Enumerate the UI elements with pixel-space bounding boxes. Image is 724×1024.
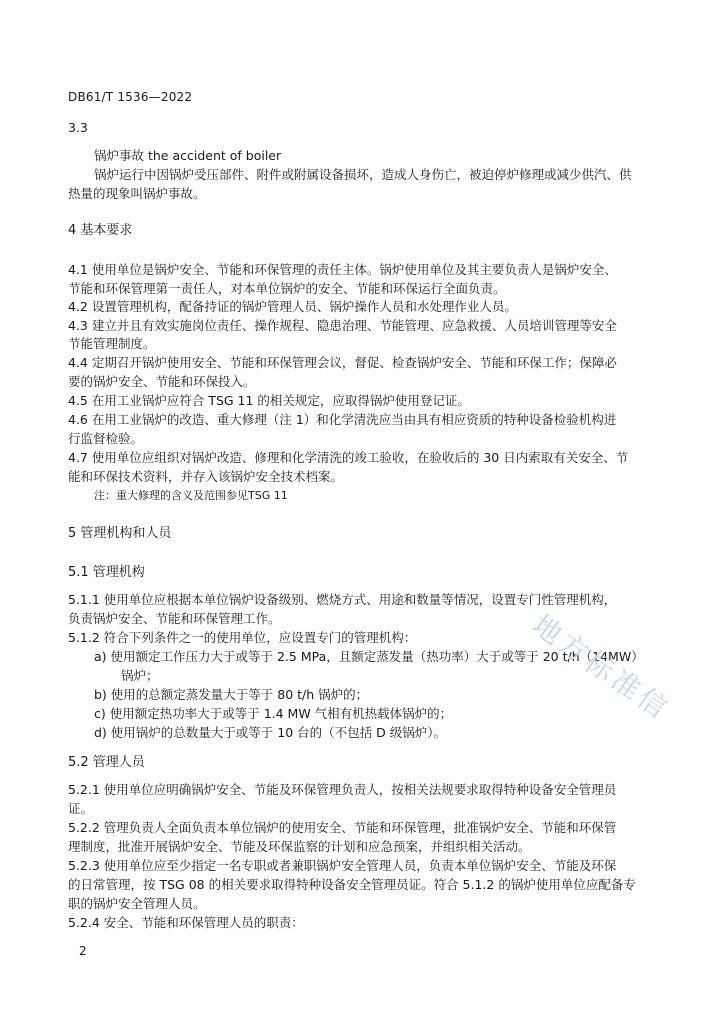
list-item-a-cont: 锅炉；	[121, 668, 159, 683]
clause-4-5: 4.5 在用工业锅炉应符合 TSG 11 的相关规定，应取得锅炉使用登记证。	[68, 393, 470, 408]
clause-4-4-cont: 要的锅炉安全、节能和环保投入。	[68, 374, 256, 389]
clause-5-2-1-cont: 证。	[68, 801, 94, 816]
clause-5-2-4: 5.2.4 安全、节能和环保管理人员的职责：	[68, 915, 304, 930]
list-item-c: c) 使用额定热功率大于或等于 1.4 MW 气相有机热载体锅炉的；	[94, 706, 453, 721]
clause-4-6-cont: 行监督检验。	[68, 431, 144, 446]
clause-4-1: 4.1 使用单位是锅炉安全、节能和环保管理的责任主体。锅炉使用单位及其主要负责人是锅炉安全、	[68, 262, 617, 277]
page-number: 2	[79, 944, 87, 958]
document-number-header: DB61/T 1536—2022	[68, 90, 193, 104]
clause-5-2-3-cont: 的日常管理，按 TSG 08 的相关要求取得特种设备安全管理员证。符合 5.1.2 的锅炉使用单位应配备专	[68, 877, 636, 892]
list-item-b: b) 使用的总额定蒸发量大于等于 80 t/h 锅炉的；	[94, 687, 369, 702]
clause-4-6: 4.6 在用工业锅炉的改造、重大修理（注 1）和化学清洗应当由具有相应资质的特种设备检验机构进	[68, 412, 617, 427]
clause-5-2-3-cont: 职的锅炉安全管理人员。	[68, 896, 206, 911]
list-item-a: a) 使用额定工作压力大于或等于 2.5 MPa，且额定蒸发量（热功率）大于或等于 20 t/h（14MW）	[94, 649, 644, 664]
section-heading: 5 管理机构和人员	[68, 526, 172, 541]
subsection-heading: 5.2 管理人员	[68, 755, 145, 770]
section-heading: 4 基本要求	[68, 223, 133, 238]
clause-4-3: 4.3 建立并且有效实施岗位责任、操作规程、隐患治理、节能管理、应急救援、人员培训管理等安全	[68, 318, 617, 333]
clause-5-2-1: 5.2.1 使用单位应明确锅炉安全、节能及环保管理负责人，按相关法规要求取得特种设备安全管理员	[68, 782, 617, 797]
clause-number: 3.3	[68, 120, 88, 135]
clause-4-7-cont: 能和环保技术资料，并存入该锅炉安全技术档案。	[68, 469, 344, 484]
note: 注：重大修理的含义及范围参见TSG 11	[94, 489, 288, 502]
clause-5-2-2-cont: 理制度，批准开展锅炉安全、节能及环保监察的计划和应急预案，并组织相关活动。	[68, 839, 531, 854]
clause-5-1-2: 5.1.2 符合下列条件之一的使用单位，应设置专门的管理机构：	[68, 630, 417, 645]
clause-4-4: 4.4 定期召开锅炉使用安全、节能和环保管理会议，督促、检查锅炉安全、节能和环保工作；保障必	[68, 355, 617, 370]
term-definition: 锅炉运行中因锅炉受压部件、附件或附属设备损坏，造成人身伤亡，被迫停炉修理或减少供汽、供	[94, 167, 632, 182]
clause-5-1-1: 5.1.1 使用单位应根据本单位锅炉设备级别、燃烧方式、用途和数量等情况，设置专门性管理机构，	[68, 592, 617, 607]
clause-4-7: 4.7 使用单位应组织对锅炉改造、修理和化学清洗的竣工验收，在验收后的 30 日内索取有关安全、节	[68, 450, 629, 465]
watermark: 地方标准信	[526, 608, 677, 727]
clause-4-2: 4.2 设置管理机构，配备持证的锅炉管理人员、锅炉操作人员和水处理作业人员。	[68, 299, 517, 314]
clause-5-2-3: 5.2.3 使用单位应至少指定一名专职或者兼职锅炉安全管理人员，负责本单位锅炉安全、节能及环保	[68, 858, 617, 873]
clause-5-1-1-cont: 负责锅炉安全、节能和环保管理工作。	[68, 611, 281, 626]
clause-4-3-cont: 节能管理制度。	[68, 336, 156, 351]
term-definition-cont: 热量的现象叫锅炉事故。	[68, 186, 206, 201]
clause-4-1-cont: 节能和环保管理第一责任人，对本单位锅炉的安全、节能和环保运行全面负责。	[68, 281, 506, 296]
subsection-heading: 5.1 管理机构	[68, 565, 145, 580]
term-title: 锅炉事故 the accident of boiler	[94, 148, 282, 163]
list-item-d: d) 使用锅炉的总数量大于或等于 10 台的（不包括 D 级锅炉）。	[94, 725, 446, 740]
clause-5-2-2: 5.2.2 管理负责人全面负责本单位锅炉的使用安全、节能和环保管理，批准锅炉安全、节能和环保管	[68, 820, 617, 835]
